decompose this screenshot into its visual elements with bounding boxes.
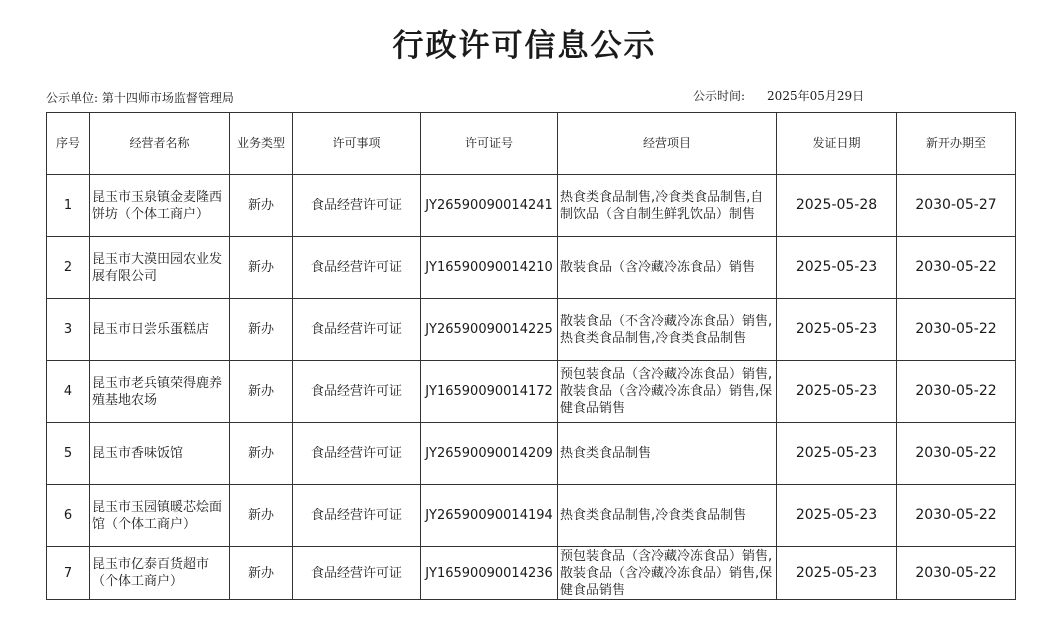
cell-no: 1 (47, 175, 90, 237)
cell-type: 新办 (230, 547, 293, 600)
time-value: 2025年05月29日 (767, 89, 865, 103)
cell-name: 昆玉市玉泉镇金麦隆西饼坊（个体工商户） (90, 175, 230, 237)
table-row (47, 175, 1016, 237)
cell-license: JY26590090014209 (421, 423, 558, 485)
cell-scope: 散装食品（含冷藏冷冻食品）销售 (558, 237, 777, 299)
page-title: 行政许可信息公示 (392, 28, 657, 64)
cell-scope: 热食类食品制售 (558, 423, 777, 485)
cell-expire: 2030-05-22 (897, 299, 1016, 361)
cell-type: 新办 (230, 237, 293, 299)
cell-issue: 2025-05-28 (777, 175, 897, 237)
cell-no: 7 (47, 547, 90, 600)
cell-license: JY26590090014225 (421, 299, 558, 361)
cell-no: 4 (47, 361, 90, 423)
cell-name: 昆玉市玉园镇暖芯烩面馆（个体工商户） (90, 485, 230, 547)
cell-no: 6 (47, 485, 90, 547)
cell-item: 食品经营许可证 (293, 547, 421, 600)
unit-label: 公示单位: (46, 91, 99, 105)
cell-scope: 散装食品（不含冷藏冷冻食品）销售,热食类食品制售,冷食类食品制售 (558, 299, 777, 361)
publishing-unit (46, 89, 234, 106)
cell-item: 食品经营许可证 (293, 423, 421, 485)
col-header-license: 许可证号 (421, 113, 558, 175)
col-header-name: 经营者名称 (90, 113, 230, 175)
table-row (47, 237, 1016, 299)
table-row (47, 361, 1016, 423)
col-header-item: 许可事项 (293, 113, 421, 175)
license-table (46, 112, 1016, 600)
cell-item: 食品经营许可证 (293, 361, 421, 423)
cell-issue: 2025-05-23 (777, 423, 897, 485)
cell-license: JY26590090014194 (421, 485, 558, 547)
table-row (47, 423, 1016, 485)
cell-expire: 2030-05-22 (897, 237, 1016, 299)
cell-item: 食品经营许可证 (293, 299, 421, 361)
publish-time (693, 87, 864, 104)
table-row (47, 547, 1016, 600)
cell-expire: 2030-05-22 (897, 423, 1016, 485)
cell-issue: 2025-05-23 (777, 299, 897, 361)
cell-expire: 2030-05-22 (897, 547, 1016, 600)
cell-license: JY16590090014236 (421, 547, 558, 600)
col-header-no: 序号 (47, 113, 90, 175)
cell-issue: 2025-05-23 (777, 361, 897, 423)
cell-scope: 预包装食品（含冷藏冷冻食品）销售,散装食品（含冷藏冷冻食品）销售,保健食品销售 (558, 547, 777, 600)
cell-issue: 2025-05-23 (777, 237, 897, 299)
cell-no: 3 (47, 299, 90, 361)
cell-type: 新办 (230, 361, 293, 423)
cell-name: 昆玉市大漠田园农业发展有限公司 (90, 237, 230, 299)
cell-no: 5 (47, 423, 90, 485)
cell-license: JY16590090014210 (421, 237, 558, 299)
cell-scope: 热食类食品制售,冷食类食品制售 (558, 485, 777, 547)
cell-no: 2 (47, 237, 90, 299)
cell-name: 昆玉市亿泰百货超市（个体工商户） (90, 547, 230, 600)
cell-name: 昆玉市老兵镇荣得鹿养殖基地农场 (90, 361, 230, 423)
cell-type: 新办 (230, 485, 293, 547)
cell-license: JY26590090014241 (421, 175, 558, 237)
cell-expire: 2030-05-22 (897, 485, 1016, 547)
cell-item: 食品经营许可证 (293, 237, 421, 299)
table-header-row (47, 113, 1016, 175)
cell-name: 昆玉市香味饭馆 (90, 423, 230, 485)
col-header-issue: 发证日期 (777, 113, 897, 175)
cell-type: 新办 (230, 175, 293, 237)
col-header-scope: 经营项目 (558, 113, 777, 175)
cell-license: JY16590090014172 (421, 361, 558, 423)
cell-scope: 预包装食品（含冷藏冷冻食品）销售,散装食品（含冷藏冷冻食品）销售,保健食品销售 (558, 361, 777, 423)
time-label: 公示时间: (693, 89, 746, 103)
unit-value: 第十四师市场监督管理局 (101, 91, 234, 105)
cell-expire: 2030-05-27 (897, 175, 1016, 237)
cell-scope: 热食类食品制售,冷食类食品制售,自制饮品（含自制生鲜乳饮品）制售 (558, 175, 777, 237)
cell-item: 食品经营许可证 (293, 175, 421, 237)
table-row (47, 299, 1016, 361)
cell-expire: 2030-05-22 (897, 361, 1016, 423)
cell-name: 昆玉市日尝乐蛋糕店 (90, 299, 230, 361)
cell-issue: 2025-05-23 (777, 547, 897, 600)
cell-type: 新办 (230, 299, 293, 361)
cell-type: 新办 (230, 423, 293, 485)
table-row (47, 485, 1016, 547)
cell-issue: 2025-05-23 (777, 485, 897, 547)
col-header-type: 业务类型 (230, 113, 293, 175)
cell-item: 食品经营许可证 (293, 485, 421, 547)
col-header-expire: 新开办期至 (897, 113, 1016, 175)
